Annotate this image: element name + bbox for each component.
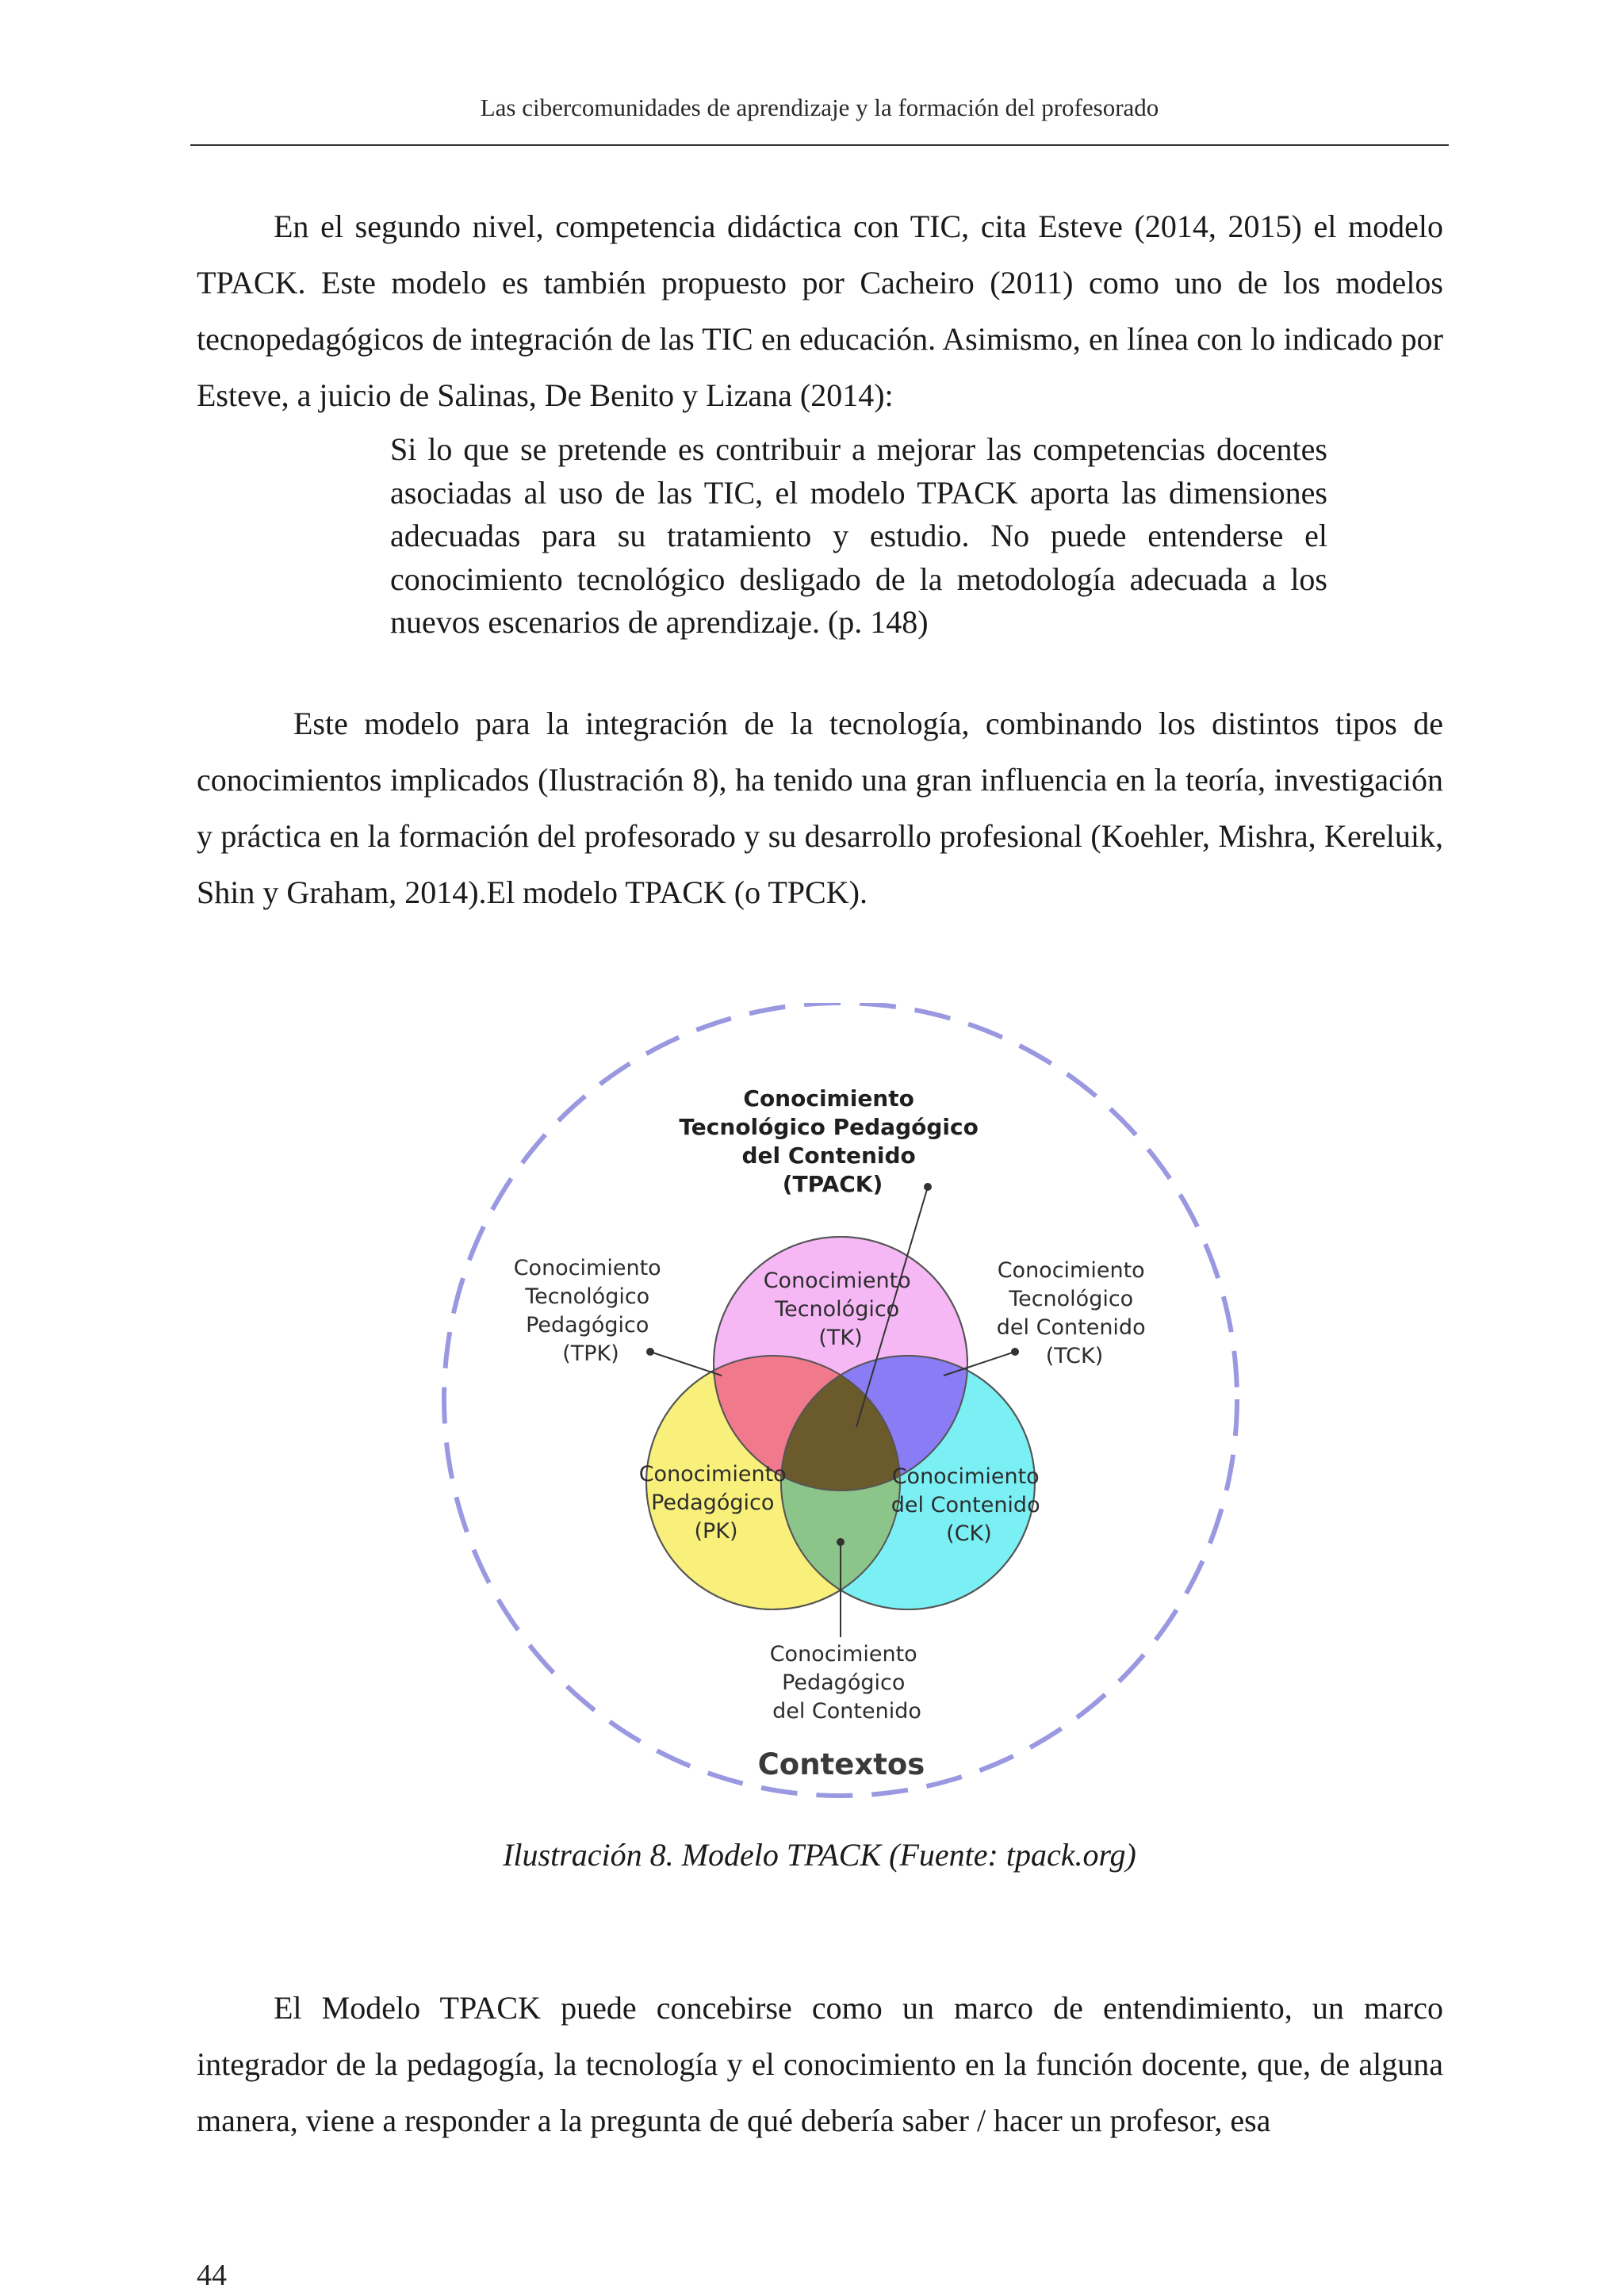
- tk-label: Conocimiento Tecnológico (TK): [763, 1269, 911, 1350]
- ck-label: Conocimiento del Contenido (CK): [891, 1464, 1040, 1546]
- running-header: Las cibercomunidades de aprendizaje y la formación del profesorado: [480, 94, 1159, 121]
- tpack-figure: [428, 1003, 1253, 1827]
- figure-caption: Ilustración 8. Modelo TPACK (Fuente: tpack.org): [503, 1837, 1136, 1873]
- page-number: 44: [197, 2259, 227, 2292]
- block-quote: Si lo que se pretende es contribuir a mejorar las competencias docentes asociadas al uso de las TIC, el modelo TPACK aporta las dimensiones adecuadas para su tratamiento y estudio. No puede entenderse el conocimiento tecnológico desligado de la metodología adecuada a los nuevos escenarios de aprendizaje. (p. 148): [390, 431, 1327, 640]
- pck-label: Conocimiento Pedagógico del Contenido: [769, 1642, 921, 1724]
- paragraph-2: Este modelo para la integración de la tecnología, combinando los distintos tipos de conocimientos implicados (Ilustración 8), ha tenido una gran influencia en la teoría, investigación y práctica en la formación del profesorado y su desarrollo profesional (Koehler, Mishra, Kereluik, Shin y Graham, 2014).El modelo TPACK (o TPCK).: [197, 706, 1443, 910]
- pk-label: Conocimiento Pedagógico (PK): [638, 1462, 787, 1544]
- paragraph-3: El Modelo TPACK puede concebirse como un marco de entendimiento, un marco integrador de la pedagogía, la tecnología y el conocimiento en la función docente, que, de alguna manera, viene a responder a la pregunta de qué debería saber / hacer un profesor, esa: [197, 1990, 1443, 2138]
- paragraph-1: En el segundo nivel, competencia didáctica con TIC, cita Esteve (2014, 2015) el modelo TPACK. Este modelo es también propuesto por Cacheiro (2011) como uno de los modelos tecnopedagógicos de integración de las TIC en educación. Asimismo, en línea con lo indicado por Esteve, a juicio de Salinas, De Benito y Lizana (2014):: [197, 209, 1443, 413]
- tck-label: Conocimiento Tecnológico del Contenido (TCK): [996, 1258, 1146, 1368]
- header-rule: [190, 144, 1449, 146]
- tpk-label: Conocimiento Tecnológico Pedagógico (TPK): [513, 1256, 661, 1366]
- tpack-label: Conocimiento Tecnológico Pedagógico del Contenido (TPACK): [679, 1085, 979, 1197]
- tpack-venn-diagram: [428, 1003, 1253, 1827]
- contexts-label: Contextos: [757, 1747, 925, 1781]
